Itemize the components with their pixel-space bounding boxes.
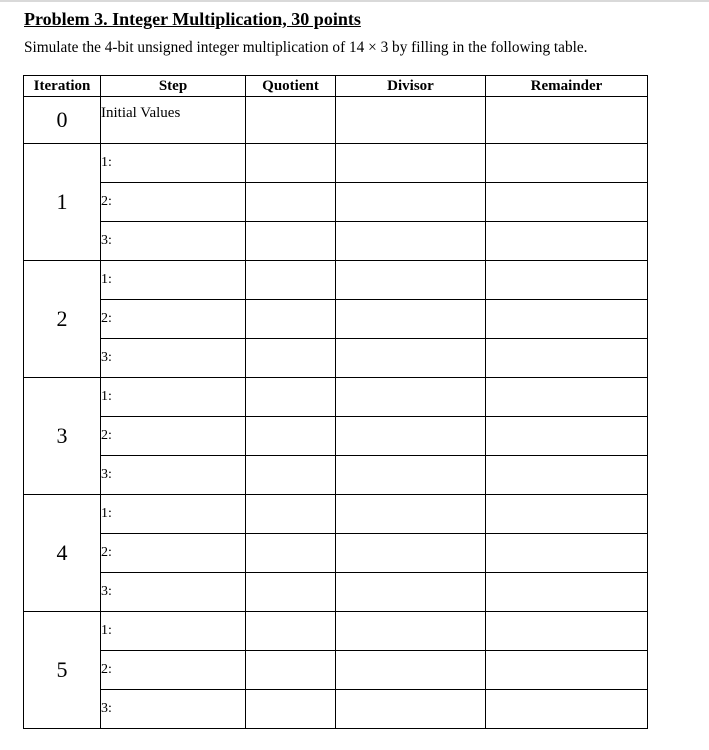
divisor-cell[interactable] [336,573,486,612]
quotient-cell[interactable] [246,417,336,456]
remainder-cell[interactable] [486,573,648,612]
step-label: Initial Values [101,97,246,144]
iteration-number: 0 [24,97,101,144]
iteration-number: 5 [24,612,101,729]
remainder-cell[interactable] [486,417,648,456]
table-header-row [24,76,648,97]
remainder-cell[interactable] [486,222,648,261]
remainder-cell[interactable] [486,261,648,300]
divisor-cell[interactable] [336,456,486,495]
quotient-cell[interactable] [246,534,336,573]
table-row [24,183,648,222]
iteration-number: 4 [24,495,101,612]
remainder-cell[interactable] [486,690,648,729]
divisor-cell[interactable] [336,222,486,261]
remainder-cell[interactable] [486,378,648,417]
quotient-cell[interactable] [246,690,336,729]
quotient-cell[interactable] [246,261,336,300]
table-row [24,144,648,183]
header-step: Step [101,76,246,97]
remainder-cell[interactable] [486,339,648,378]
iteration-number: 3 [24,378,101,495]
divisor-cell[interactable] [336,300,486,339]
quotient-cell[interactable] [246,378,336,417]
table-row [24,417,648,456]
step-label: 1: [101,612,246,651]
table-row [24,378,648,417]
table-row [24,222,648,261]
divisor-cell[interactable] [336,495,486,534]
quotient-cell[interactable] [246,339,336,378]
divisor-cell[interactable] [336,417,486,456]
table-row [24,339,648,378]
divisor-cell[interactable] [336,339,486,378]
quotient-cell[interactable] [246,495,336,534]
table-row-initial [24,97,648,144]
remainder-cell[interactable] [486,183,648,222]
divisor-cell[interactable] [336,261,486,300]
header-remainder: Remainder [486,76,648,97]
table-row [24,690,648,729]
step-label: 3: [101,573,246,612]
quotient-cell[interactable] [246,300,336,339]
table-row [24,300,648,339]
remainder-cell[interactable] [486,534,648,573]
quotient-cell[interactable] [246,222,336,261]
divisor-cell[interactable] [336,183,486,222]
remainder-cell[interactable] [486,144,648,183]
problem-instructions: Simulate the 4-bit unsigned integer multiplication of 14 × 3 by filling in the following table. [24,39,588,56]
table-row [24,456,648,495]
step-label: 1: [101,144,246,183]
divisor-cell[interactable] [336,97,486,144]
step-label: 1: [101,378,246,417]
iteration-number: 1 [24,144,101,261]
table-row [24,261,648,300]
table-row [24,573,648,612]
iteration-number: 2 [24,261,101,378]
remainder-cell[interactable] [486,612,648,651]
remainder-cell[interactable] [486,456,648,495]
quotient-cell[interactable] [246,651,336,690]
problem-title: Problem 3. Integer Multiplication, 30 points [24,9,361,29]
remainder-cell[interactable] [486,651,648,690]
step-label: 2: [101,534,246,573]
table-row [24,534,648,573]
top-divider [0,0,709,2]
remainder-cell[interactable] [486,300,648,339]
step-label: 3: [101,690,246,729]
divisor-cell[interactable] [336,534,486,573]
header-quotient: Quotient [246,76,336,97]
divisor-cell[interactable] [336,612,486,651]
quotient-cell[interactable] [246,573,336,612]
quotient-cell[interactable] [246,144,336,183]
step-label: 1: [101,495,246,534]
step-label: 2: [101,183,246,222]
step-label: 1: [101,261,246,300]
header-divisor: Divisor [336,76,486,97]
divisor-cell[interactable] [336,690,486,729]
divisor-cell[interactable] [336,378,486,417]
step-label: 3: [101,339,246,378]
remainder-cell[interactable] [486,97,648,144]
divisor-cell[interactable] [336,651,486,690]
simulation-table [23,75,648,729]
divisor-cell[interactable] [336,144,486,183]
header-iteration: Iteration [24,76,101,97]
quotient-cell[interactable] [246,183,336,222]
quotient-cell[interactable] [246,97,336,144]
table-row [24,651,648,690]
step-label: 2: [101,300,246,339]
table-row [24,495,648,534]
remainder-cell[interactable] [486,495,648,534]
table-row [24,612,648,651]
step-label: 2: [101,417,246,456]
quotient-cell[interactable] [246,612,336,651]
step-label: 3: [101,456,246,495]
step-label: 3: [101,222,246,261]
quotient-cell[interactable] [246,456,336,495]
step-label: 2: [101,651,246,690]
